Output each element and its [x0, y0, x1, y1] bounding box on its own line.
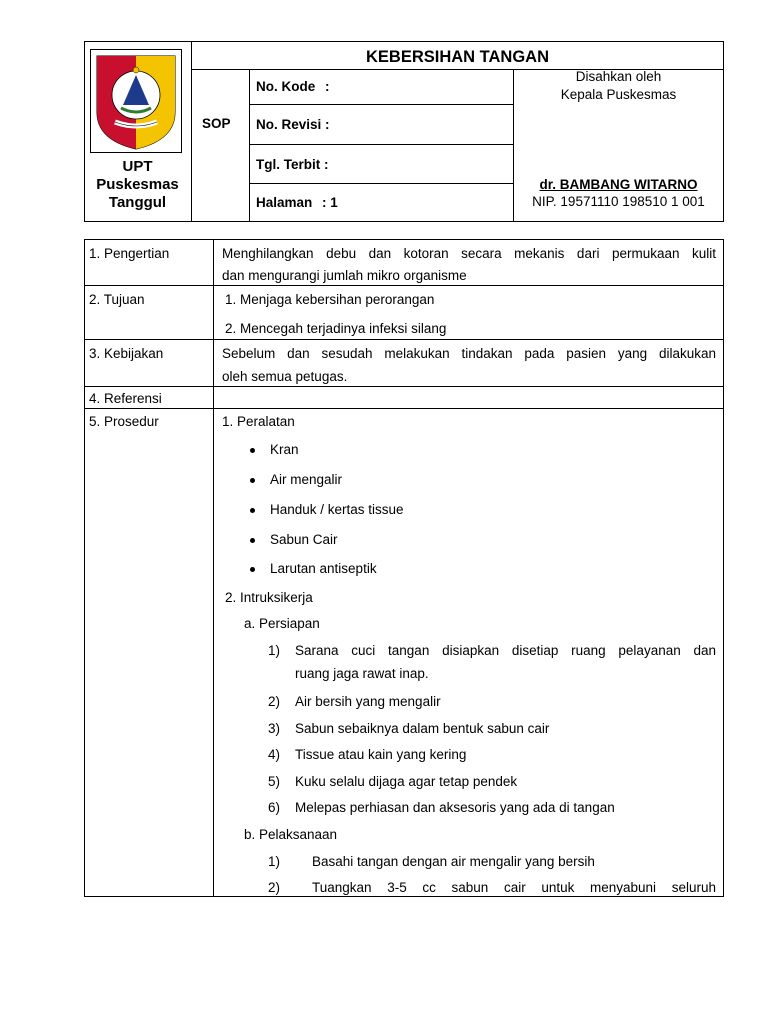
field-value: : [324, 157, 329, 172]
field-kode-label [256, 79, 330, 94]
persiapan-text: Melepas perhiasan dan aksesoris yang ada di tangan [295, 800, 615, 815]
field-revisi-label [256, 117, 330, 132]
field-label: Halaman [256, 195, 313, 210]
field-value: : [325, 117, 330, 132]
pelaksanaan-num: 2) [268, 880, 281, 895]
approver-nip: NIP. 19571110 198510 1 001 [532, 194, 705, 209]
row-label-prosedur: 5. Prosedur [89, 414, 159, 429]
pengertian-text: dan mengurangi jumlah mikro organisme [222, 268, 467, 283]
table-border-left [84, 239, 85, 897]
field-label: Tgl. Terbit [256, 157, 321, 172]
persiapan-num: 6) [268, 800, 281, 815]
table-border-right [723, 239, 724, 897]
peralatan-item: Kran [270, 442, 299, 457]
persiapan-heading: a. Persiapan [244, 616, 320, 631]
pelaksanaan-num: 1) [268, 854, 281, 869]
table-border-bottom [84, 896, 724, 897]
bullet-icon [250, 567, 255, 572]
persiapan-text: Sabun sebaiknya dalam bentuk sabun cair [295, 721, 550, 736]
field-value: : 1 [322, 195, 338, 210]
peralatan-item: Sabun Cair [270, 532, 338, 547]
header-divider [249, 144, 513, 145]
row-label-tujuan: 2. Tujuan [89, 292, 145, 307]
header-divider [249, 183, 513, 184]
kebijakan-text: Sebelum dan sesudah melakukan tindakan pada pasien yang dilakukan [222, 346, 716, 361]
regency-emblem-icon [91, 50, 181, 152]
header-divider [249, 104, 513, 105]
bullet-icon [250, 538, 255, 543]
bullet-icon [250, 448, 255, 453]
kebijakan-text: oleh semua petugas. [222, 369, 348, 384]
table-border-top [84, 239, 724, 240]
header-divider [249, 69, 250, 222]
persiapan-num: 5) [268, 774, 281, 789]
institution-line: Tanggul [108, 194, 167, 211]
logo [90, 49, 182, 153]
field-value: : [325, 79, 330, 94]
field-terbit-label [256, 157, 329, 172]
field-label: No. Revisi [256, 117, 322, 132]
persiapan-num: 3) [268, 721, 281, 736]
institution-line: UPT [122, 158, 153, 175]
table-row-divider [84, 285, 724, 286]
institution-line: Puskesmas [96, 176, 179, 193]
approval-line1: Disahkan oleh [575, 69, 662, 84]
field-label: No. Kode [256, 79, 316, 94]
persiapan-text: Kuku selalu dijaga agar tetap pendek [295, 774, 518, 789]
approval-line2: Kepala Puskesmas [560, 87, 677, 102]
peralatan-heading: 1. Peralatan [222, 414, 295, 429]
sop-label: SOP [202, 116, 231, 131]
tujuan-item: 2. Mencegah terjadinya infeksi silang [225, 321, 447, 336]
peralatan-item: Larutan antiseptik [270, 561, 377, 576]
bullet-icon [250, 508, 255, 513]
table-row-divider [84, 339, 724, 340]
field-halaman-label [256, 195, 338, 210]
instruksi-heading: 2. Intruksikerja [225, 590, 313, 605]
peralatan-item: Air mengalir [270, 472, 343, 487]
persiapan-num: 2) [268, 694, 281, 709]
bullet-icon [250, 478, 255, 483]
persiapan-text: Air bersih yang mengalir [295, 694, 441, 709]
institution-name [84, 158, 191, 212]
pelaksanaan-text: Tuangkan 3-5 cc sabun cair untuk menyabuni seluruh [312, 880, 716, 895]
persiapan-text: Tissue atau kain yang kering [295, 747, 467, 762]
pengertian-text: Menghilangkan debu dan kotoran secara mekanis dari permukaan kulit [222, 246, 716, 261]
persiapan-num: 1) [268, 643, 281, 658]
persiapan-text: ruang jaga rawat inap. [295, 666, 429, 681]
row-label-referensi: 4. Referensi [89, 391, 162, 406]
row-label-pengertian: 1. Pengertian [89, 246, 170, 261]
persiapan-num: 4) [268, 747, 281, 762]
persiapan-text: Sarana cuci tangan disiapkan disetiap ruang pelayanan dan [295, 643, 716, 658]
approver-name: dr. BAMBANG WITARNO [539, 177, 698, 192]
pelaksanaan-heading: b. Pelaksanaan [244, 827, 338, 842]
row-label-kebijakan: 3. Kebijakan [89, 346, 164, 361]
table-col-divider [213, 239, 214, 897]
peralatan-item: Handuk / kertas tissue [270, 502, 404, 517]
document-title: KEBERSIHAN TANGAN [365, 48, 550, 66]
tujuan-item: 1. Menjaga kebersihan perorangan [225, 292, 435, 307]
table-row-divider [84, 408, 724, 409]
table-row-divider [84, 386, 724, 387]
pelaksanaan-text: Basahi tangan dengan air mengalir yang bersih [312, 854, 595, 869]
